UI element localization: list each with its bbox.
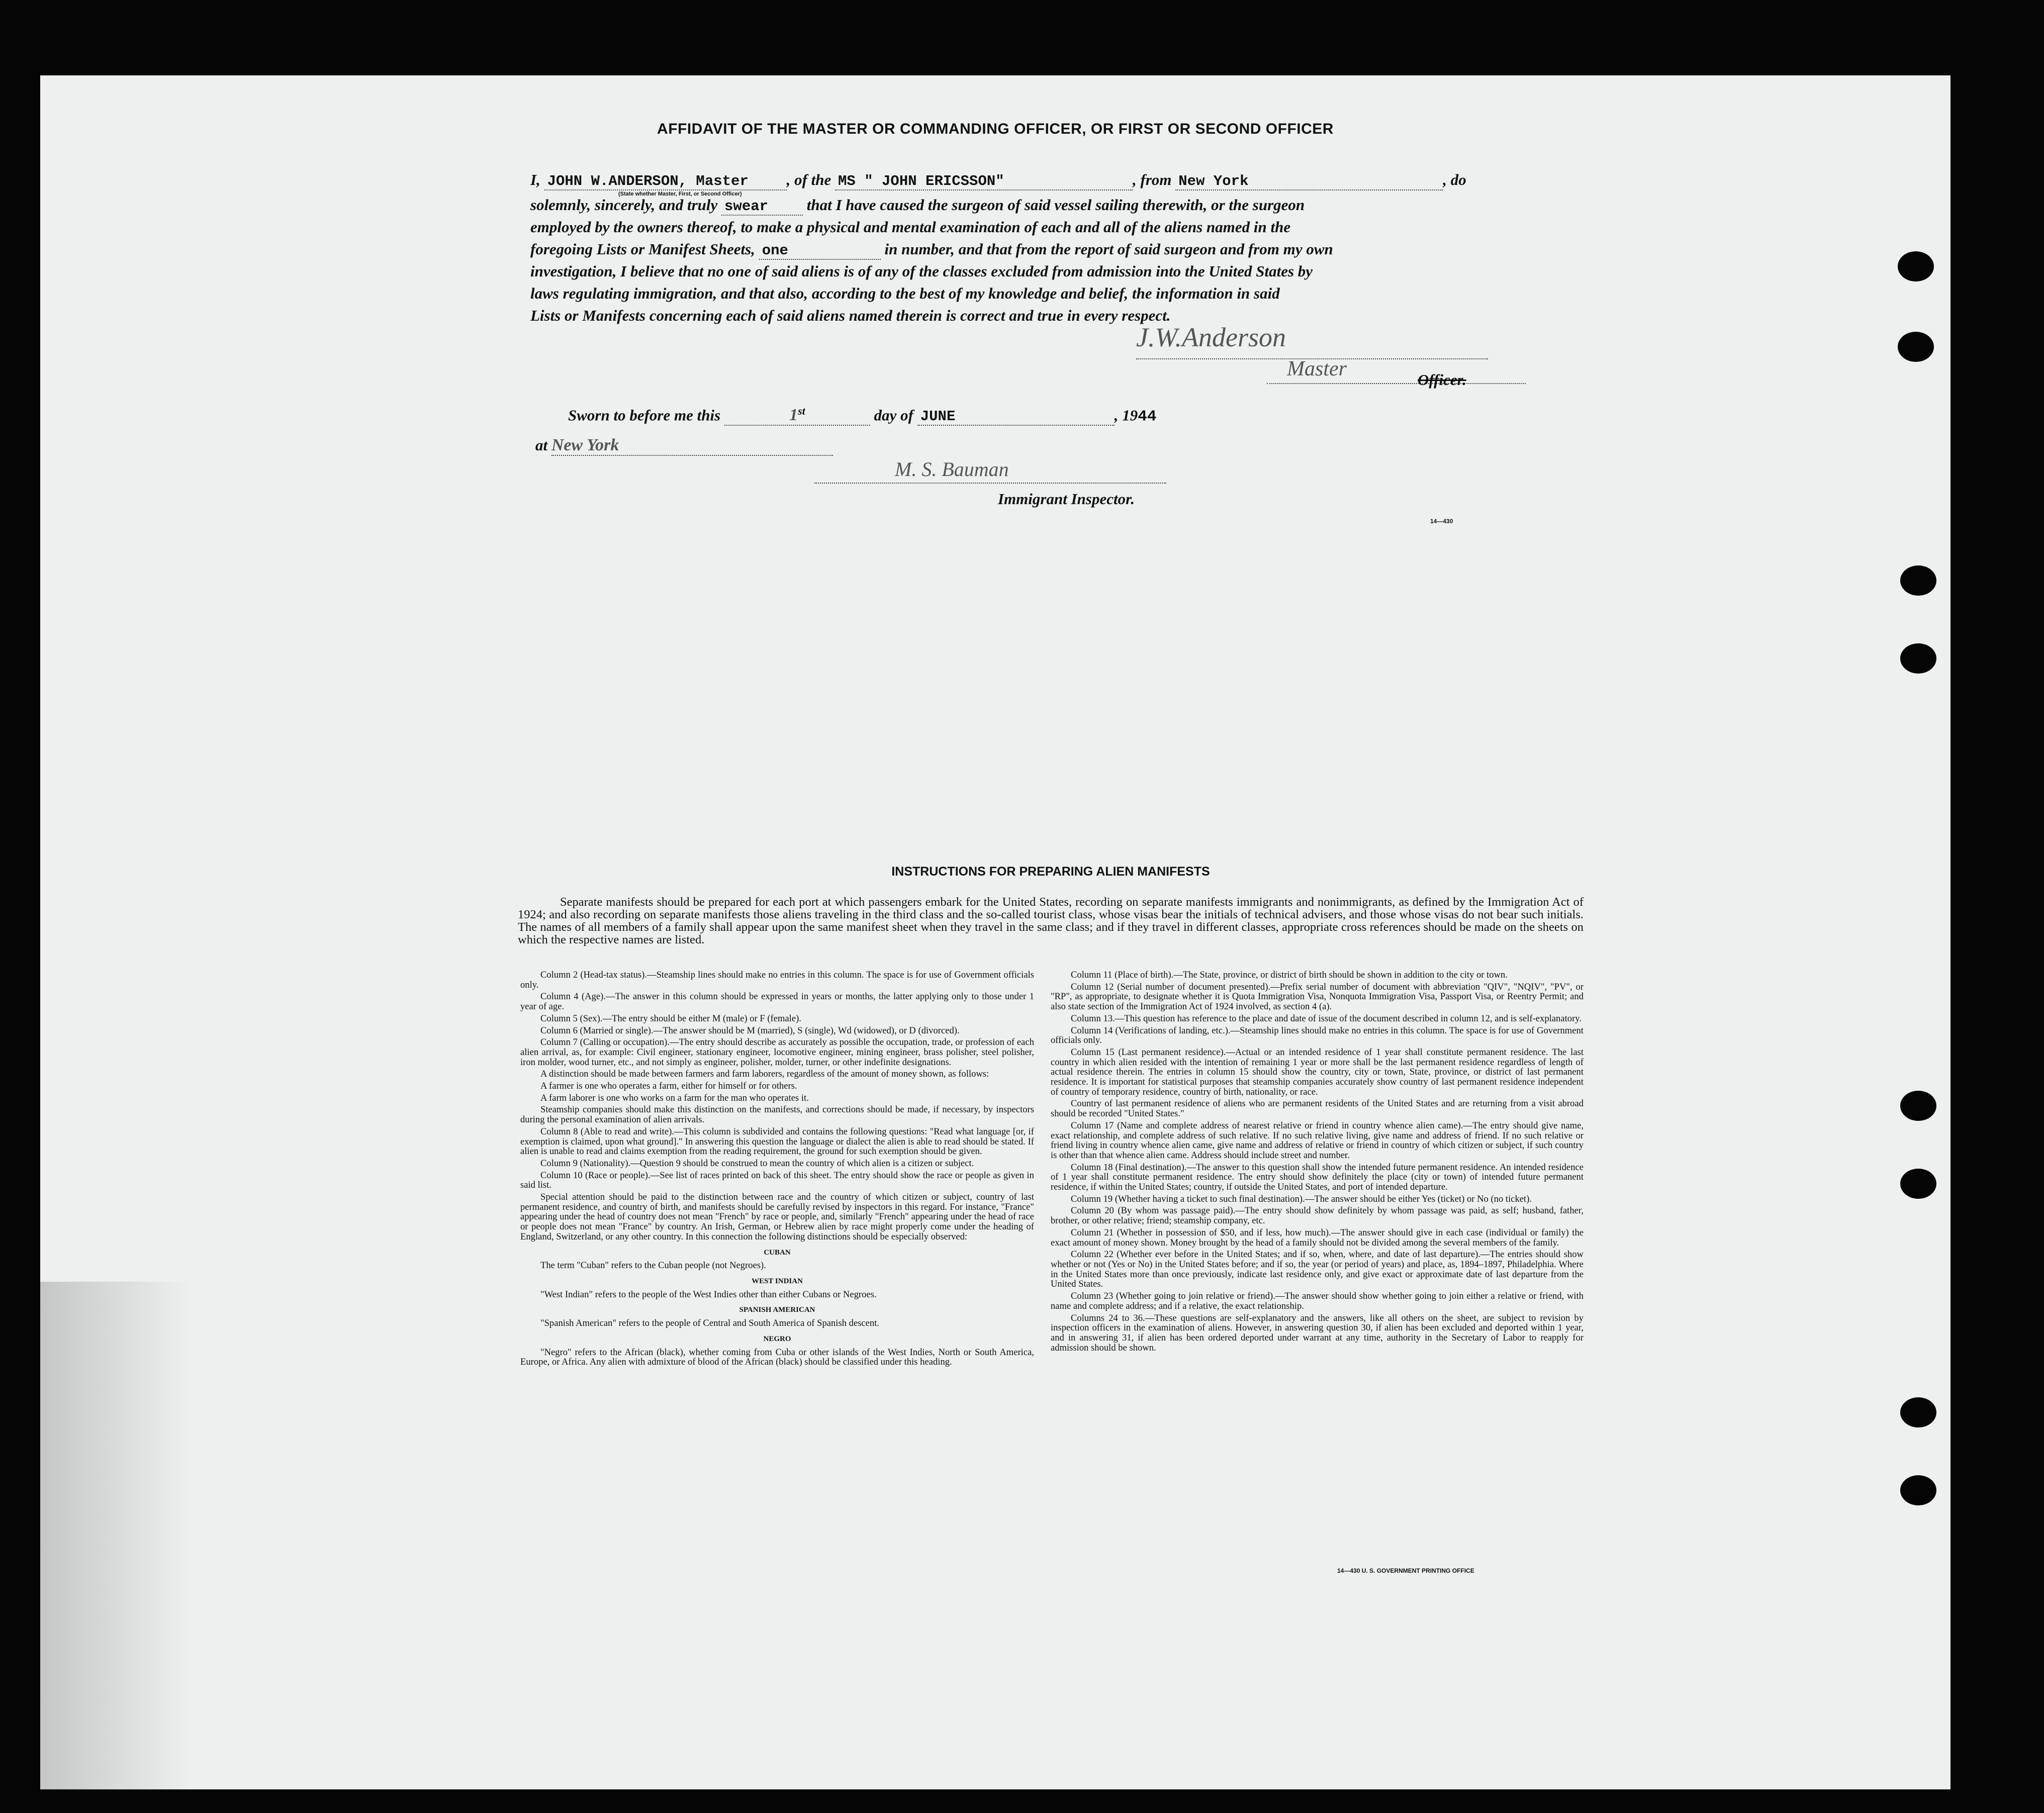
affidavit-line-7: Lists or Manifests concerning each of said aliens named therein is correct and true in every respect. — [530, 307, 1171, 324]
inspector-line — [814, 483, 1166, 484]
label-do: , do — [1443, 171, 1466, 188]
label-i: I, — [530, 171, 540, 188]
binding-hole — [1898, 251, 1934, 281]
instr-col14: Column 14 (Verifications of landing, etc.).—Steamship lines should make no entries in this column. The space is for use of Government officials only. — [1051, 1025, 1584, 1046]
sworn-a: Sworn to before me this — [568, 406, 721, 424]
label-from: , from — [1133, 171, 1172, 188]
printer-line: 14—430 U. S. GOVERNMENT PRINTING OFFICE — [1337, 1567, 1474, 1574]
binding-hole — [1898, 332, 1934, 362]
instr-col21: Column 21 (Whether in possession of $50, and if less, how much).—The answer should give in each case (individual or family) the exact amount of money shown. Money brought by the head of a family should not be divided among the several members of the family. — [1051, 1227, 1584, 1248]
affidavit-line-6: laws regulating immigration, and that also, according to the best of my knowledge and belief, the information in said — [530, 284, 1280, 302]
oath-field: swear — [721, 198, 803, 216]
instr-col9: Column 9 (Nationality).—Question 9 should be construed to mean the country of which alien is a citizen or subject. — [540, 1158, 974, 1169]
instr-col7: Column 7 (Calling or occupation).—The entry should describe as accurately as possible the occupation, trade, or profession of each alien arrival, as, for example: Civil engineer, stationary engineer, locomotive engineer, mining engineer, brass polisher, steel polisher, iron molder, wood turner, etc., and not simply as engineer, polisher, molder, turner, or other indefinite designations. — [520, 1037, 1034, 1068]
instr-col24-36: Columns 24 to 36.—These questions are self-explanatory and the answers, like all others on the sheet, are subject to revision by inspection officers in the examination of aliens. However, in answering question 30, if alien has been excluded and deported within 1 year, and in answering 31, if alien has been ordered deported under warrant at any time, authority in the Secretary of Labor to reapply for admission should be shown. — [1051, 1312, 1584, 1353]
sworn-day: 1 — [789, 406, 798, 425]
at-label: at — [535, 436, 548, 454]
instr-col11: Column 11 (Place of birth).—The State, province, or district of birth should be shown in addition to the city or town. — [1071, 970, 1508, 980]
sworn-month-field: JUNE — [917, 408, 1114, 426]
line4-b: in number, and that from the report of said surgeon and from my own — [884, 240, 1333, 258]
officer-label: Officer. — [1418, 371, 1466, 389]
negro-text: "Negro" refers to the African (black), whether coming from Cuba or other islands of the West Indies, North or South America, Europe, or Africa. Any alien with admixture of blood of the African (black) should be classified under this heading. — [520, 1347, 1034, 1368]
sworn-year: 44 — [1138, 408, 1157, 426]
instr-col19: Column 19 (Whether having a ticket to such final destination).—The answer should be either Yes (ticket) or No (no ticket). — [1071, 1193, 1532, 1204]
instr-farm-distinction: A distinction should be made between farmers and farm laborers, regardless of the amount of money shown, as follows: — [540, 1069, 989, 1080]
at-handwriting: New York — [551, 436, 619, 454]
line2-a: solemnly, sincerely, and truly — [530, 196, 718, 214]
instr-col12: Column 12 (Serial number of document presented).—Prefix serial number of document with abbreviation "QIV", "NQIV", "PV", or "RP", as appropriate, to designate whether it is Quota Immigration Visa, Nonquota Immigration Visa, Passport Visa, or Reentry Permit; and also state section of the Immigration Act of 1924 involved, as section 4 (a). — [1051, 981, 1584, 1012]
binding-hole — [1900, 1091, 1936, 1121]
cuban-text: The term "Cuban" refers to the Cuban people (not Negroes). — [540, 1260, 766, 1271]
title-signature: Master — [1287, 357, 1347, 380]
affidavit-line-1 — [530, 171, 1466, 190]
spanish-american-heading: SPANISH AMERICAN — [739, 1306, 815, 1314]
binding-hole — [1900, 1475, 1936, 1505]
instr-col4: Column 4 (Age).—The answer in this column should be expressed in years or months, the latter applying only to those under 1 year of age. — [520, 991, 1034, 1012]
instr-col10: Column 10 (Race or people).—See list of races printed on back of this sheet. The entry should show the race or people as given in said list. — [520, 1170, 1034, 1191]
form-number: 14—430 — [1430, 518, 1453, 525]
line4-a: foregoing Lists or Manifest Sheets, — [530, 240, 755, 258]
binding-hole — [1900, 643, 1936, 674]
affidavit-line-5: investigation, I believe that no one of said aliens is of any of the classes excluded from admission into the United States by — [530, 262, 1313, 280]
vessel-name-field: MS " JOHN ERICSSON" — [835, 173, 1133, 190]
officer-line — [1267, 383, 1526, 384]
instructions-title: INSTRUCTIONS FOR PREPARING ALIEN MANIFESTS — [891, 865, 1210, 879]
affidavit-line-3: employed by the owners thereof, to make a physical and mental examination of each and all of the aliens named in the — [530, 218, 1291, 236]
instr-col2: Column 2 (Head-tax status).—Steamship lines should make no entries in this column. The space is for use of Government officials only. — [520, 970, 1034, 990]
instructions-left-column — [520, 970, 1034, 1369]
binding-hole — [1900, 565, 1936, 596]
instr-farm-laborer: A farm laborer is one who works on a farm for the man who operates it. — [540, 1092, 809, 1103]
instr-special-attention: Special attention should be paid to the distinction between race and the country of which citizen or subject, country of last permanent residence, and country of birth, and manifests should be carefully revised by inspectors in this regard. For instance, "France" appearing under the head of country does not mean "French" by race or people, and, similarly "French" appearing under the head of race or people does not mean "France" by country. An Irish, German, or Hebrew alien by race might properly come under the heading of England, Switzerland, or any other country. In this connection the following distinctions should be especially observed: — [520, 1192, 1034, 1242]
negro-heading: NEGRO — [763, 1334, 791, 1343]
instr-col5: Column 5 (Sex).—The entry should be either M (male) or F (female). — [540, 1013, 801, 1024]
at-field — [551, 436, 833, 456]
master-name-field: JOHN W.ANDERSON, Master — [544, 173, 787, 190]
inspector-label: Immigrant Inspector. — [998, 490, 1135, 508]
binding-hole — [1900, 1169, 1936, 1199]
label-of-the: , of the — [786, 171, 831, 188]
spanish-american-text: "Spanish American" refers to the people of Central and South America of Spanish descent. — [540, 1318, 880, 1329]
port-field: New York — [1175, 173, 1443, 190]
sworn-line — [568, 405, 1156, 426]
instr-col18: Column 18 (Final destination).—The answer to this question shall show the intended future permanent residence. An intended residence of 1 year shall constitute permanent residence. The entry should show definitely the place (city or town) of intended future permanent residence, if within the United States; country, if outside the United States, and port of intended departure. — [1051, 1162, 1584, 1193]
instr-col6: Column 6 (Married or single).—The answer should be M (married), S (single), Wd (widowed), or D (divorced). — [540, 1025, 960, 1036]
affidavit-title: AFFIDAVIT OF THE MASTER OR COMMANDING OFFICER, OR FIRST OR SECOND OFFICER — [657, 121, 1334, 137]
west-indian-text: "West Indian" refers to the people of the West Indies other than either Cubans or Negroes. — [540, 1289, 877, 1300]
manifest-page — [40, 75, 1950, 1789]
officer-note: (State whether Master, First, or Second Officer) — [618, 191, 742, 197]
at-line — [535, 436, 833, 456]
cuban-heading: CUBAN — [764, 1248, 791, 1257]
inspector-signature: M. S. Bauman — [895, 458, 1009, 481]
master-signature: J.W.Anderson — [1136, 322, 1286, 352]
west-indian-heading: WEST INDIAN — [752, 1277, 803, 1285]
instr-col20: Column 20 (By whom was passage paid).—The entry should show definitely by whom passage was paid, as self; husband, father, brother, or other relative; friend; steamship company, etc. — [1051, 1205, 1584, 1226]
sheet-count-field: one — [759, 242, 881, 260]
instr-col23: Column 23 (Whether going to join relative or friend).—The answer should show whether going to join either a relative or friend, with name and complete address; and if a relative, the exact relationship. — [1051, 1291, 1584, 1311]
sworn-day-field: 1st — [724, 405, 870, 426]
instr-col15: Column 15 (Last permanent residence).—Actual or an intended residence of 1 year shall constitute permanent residence. The last country in which alien resided with the intention of remaining 1 year or more shall be the last permanent residence regardless of length of actual residence therein. The entries in column 15 should show the country, city or town, State, province, or district of last permanent residence. It is important for statistical purposes that steamship companies accurately show country of last permanent residence independent of country of temporary residence, country of birth, nationality, or race. — [1051, 1046, 1584, 1097]
instr-col22: Column 22 (Whether ever before in the United States; and if so, when, where, and date of last departure).—The entries should show whether or not (Yes or No) in the United States before; and if so, the year (or period of years) and place, as, 1894–1897, Philadelphia. Where in the United States more than once previously, indicate last residence only, and give exact or approximate date of last departure from the United States. — [1051, 1249, 1584, 1290]
affidavit-line-2 — [530, 196, 1305, 216]
instr-col13: Column 13.—This question has reference to the place and date of issue of the document described in column 12, and is self-explanatory. — [1071, 1013, 1582, 1024]
binding-hole — [1900, 1397, 1936, 1427]
instr-permanent-residents: Country of last permanent residence of aliens who are permanent residents of the United States and are returning from a visit abroad should be recorded "United States." — [1051, 1098, 1584, 1119]
instr-farmer: A farmer is one who operates a farm, either for himself or for others. — [540, 1081, 797, 1092]
line2-b: that I have caused the surgeon of said vessel sailing therewith, or the surgeon — [806, 196, 1305, 214]
affidavit-line-4 — [530, 240, 1333, 260]
instructions-right-column — [1051, 970, 1584, 1355]
instr-col17: Column 17 (Name and complete address of nearest relative or friend in country whence alien came).—The entry should give name, exact relationship, and complete address of such relative. If no such relative living, give name and address of friend. If no such relative or friend living in country whence alien came, give name and address of relative or friend in country of which citizen or subject, if such country is other than that whence alien came. Address should include street and number. — [1051, 1120, 1584, 1161]
sworn-b: day of — [874, 406, 913, 424]
instructions-intro: Separate manifests should be prepared for each port at which passengers embark for the United States, recording on separate manifests immigrants and nonimmigrants, as defined by the Immigration Act of 1924; and also recording on separate manifests those aliens traveling in the third class and the so-called tourist class, whose visas bear the initials of technical advisers, and those whose visas do not bear such initials. The names of all members of a family shall appear upon the same manifest sheet when they travel in the same class; and if they travel in different classes, appropriate cross references should be made on the sheets on which the respective names are listed. — [518, 895, 1584, 946]
sworn-year-prefix: , 19 — [1114, 406, 1138, 424]
instr-steamship-distinction: Steamship companies should make this distinction on the manifests, and corrections should be made, if necessary, by inspectors during the personal examination of alien arrivals. — [520, 1104, 1034, 1125]
instr-col8: Column 8 (Able to read and write).—This column is subdivided and contains the following questions: "Read what language [or, if exemption is claimed, upon what ground]." In answering this question the language or dialect the alien is able to read should be stated. If alien is unable to read and claims exemption from the reading requirement, the ground for such exemption should be given. — [520, 1126, 1034, 1157]
